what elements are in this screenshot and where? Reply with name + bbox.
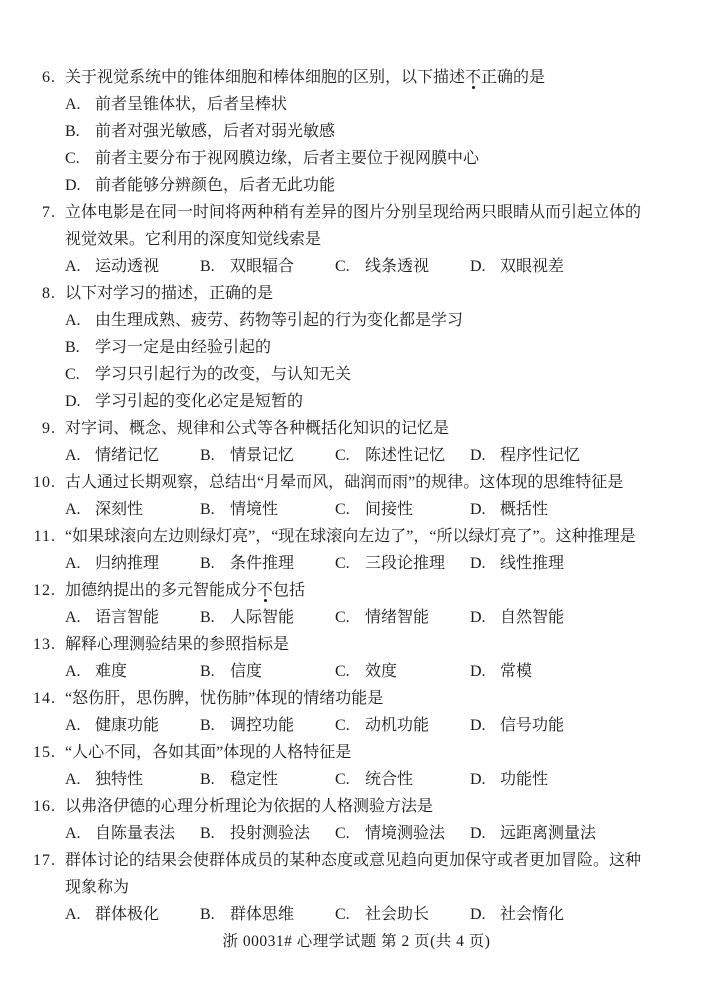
option xyxy=(200,901,335,928)
number-spacer xyxy=(0,172,56,199)
option xyxy=(65,253,200,280)
option-label: C. xyxy=(335,906,350,923)
question-stem xyxy=(65,469,713,496)
option-label: B. xyxy=(200,663,215,680)
option-label: D. xyxy=(470,825,486,842)
option xyxy=(200,658,335,685)
option-label: D. xyxy=(65,393,81,410)
options-grid xyxy=(65,253,713,280)
options-row xyxy=(0,550,713,577)
number-spacer xyxy=(0,388,56,415)
option xyxy=(200,496,335,523)
option-text: 投射测验法 xyxy=(230,825,311,842)
option-label: A. xyxy=(65,555,81,572)
option-text: 社会惰化 xyxy=(500,906,565,923)
option-label: C. xyxy=(335,663,350,680)
option-text: 信度 xyxy=(230,663,263,680)
stem-line xyxy=(0,577,713,604)
option-text: 效度 xyxy=(365,663,398,680)
stem-text: “如果球滚向左边则绿灯亮”，“现在球滚向左边了”，“所以绿灯亮了”。这种推理是 xyxy=(65,528,636,545)
option-text: 运动透视 xyxy=(95,258,160,275)
stem-line xyxy=(0,847,713,874)
option-text: 双眼辐合 xyxy=(230,258,295,275)
option-text: 统合性 xyxy=(365,771,414,788)
option-label: A. xyxy=(65,258,81,275)
question-stem xyxy=(65,280,713,307)
question-number: 9. xyxy=(42,420,56,437)
question-number: 16. xyxy=(33,798,56,815)
question-stem xyxy=(65,874,713,901)
option-label: B. xyxy=(200,447,215,464)
option-text: 双眼视差 xyxy=(500,258,565,275)
stem-text: 古人通过长期观察，总结出“月晕而风，础润而雨”的规律。这体现的思维特征是 xyxy=(65,474,624,491)
option xyxy=(335,712,470,739)
options-grid xyxy=(65,658,713,685)
question-block xyxy=(0,685,713,739)
stem-text: 解释心理测验结果的参照指标是 xyxy=(65,636,290,653)
stem-text: 现象称为 xyxy=(65,879,130,896)
number-spacer xyxy=(0,901,56,928)
number-spacer xyxy=(0,91,56,118)
number-spacer xyxy=(0,820,56,847)
option-label: D. xyxy=(470,258,486,275)
option-text: 前者能够分辨颜色，后者无此功能 xyxy=(95,177,336,194)
option xyxy=(65,145,479,172)
option xyxy=(335,604,470,631)
option-label: A. xyxy=(65,825,81,842)
option-label: C. xyxy=(335,258,350,275)
option-label: C. xyxy=(65,366,80,383)
option-text: 三段论推理 xyxy=(365,555,446,572)
option-text: 功能性 xyxy=(500,771,549,788)
option xyxy=(65,172,335,199)
stem-text: 视觉效果。它利用的深度知觉线索是 xyxy=(65,231,322,248)
number-spacer xyxy=(0,361,56,388)
option xyxy=(470,550,713,577)
option-text: 情境测验法 xyxy=(365,825,446,842)
option-label: A. xyxy=(65,447,81,464)
option-text: 间接性 xyxy=(365,501,414,518)
question-block xyxy=(0,280,713,415)
option-line xyxy=(0,91,713,118)
number-spacer xyxy=(0,604,56,631)
option xyxy=(200,253,335,280)
question-block xyxy=(0,631,713,685)
question-stem xyxy=(65,64,713,91)
option-text: 前者呈锥体状，后者呈棒状 xyxy=(95,96,288,113)
option xyxy=(470,712,713,739)
options-row xyxy=(0,901,713,928)
option-text: 难度 xyxy=(95,663,128,680)
page-footer: 浙 00031# 心理学试题 第 2 页(共 4 页) xyxy=(222,933,491,950)
option-label: A. xyxy=(65,312,81,329)
option xyxy=(335,766,470,793)
option-label: C. xyxy=(335,825,350,842)
question-number: 6. xyxy=(42,69,56,86)
options-row xyxy=(0,496,713,523)
stem-line xyxy=(0,199,713,226)
number-spacer xyxy=(0,253,56,280)
option xyxy=(65,604,200,631)
option xyxy=(470,253,713,280)
stem-line xyxy=(0,469,713,496)
option-text: 线条透视 xyxy=(365,258,430,275)
number-spacer xyxy=(0,550,56,577)
option xyxy=(470,496,713,523)
question-stem xyxy=(65,847,713,874)
option-label: C. xyxy=(335,447,350,464)
option-label: B. xyxy=(200,501,215,518)
option-text: 线性推理 xyxy=(500,555,565,572)
number-spacer xyxy=(0,496,56,523)
option-text: 动机功能 xyxy=(365,717,430,734)
option-label: D. xyxy=(470,717,486,734)
option-text: 前者对强光敏感，后者对弱光敏感 xyxy=(95,123,336,140)
stem-line xyxy=(0,64,713,91)
option-line xyxy=(0,145,713,172)
number-spacer xyxy=(0,118,56,145)
option-text: 前者主要分布于视网膜边缘，后者主要位于视网膜中心 xyxy=(95,150,480,167)
option-label: B. xyxy=(65,123,80,140)
options-grid xyxy=(65,604,713,631)
option-label: A. xyxy=(65,771,81,788)
options-grid xyxy=(65,766,713,793)
option xyxy=(335,550,470,577)
options-grid xyxy=(65,820,713,847)
stem-text: 关于视觉系统中的锥体细胞和棒体细胞的区别，以下描述 xyxy=(65,69,466,86)
question-block xyxy=(0,847,713,928)
stem-text: “人心不同，各如其面”体现的人格特征是 xyxy=(65,744,352,761)
stem-line xyxy=(0,793,713,820)
number-spacer xyxy=(0,334,56,361)
question-stem xyxy=(65,793,713,820)
option-text: 条件推理 xyxy=(230,555,295,572)
stem-text: 立体电影是在同一时间将两种稍有差异的图片分别呈现给两只眼睛从而引起立体的 xyxy=(65,204,642,221)
question-block xyxy=(0,793,713,847)
stem-line xyxy=(0,226,713,253)
option-text: 陈述性记忆 xyxy=(365,447,446,464)
question-block xyxy=(0,199,713,280)
question-stem xyxy=(65,631,713,658)
question-stem xyxy=(65,199,713,226)
option-text: 健康功能 xyxy=(95,717,160,734)
options-row xyxy=(0,766,713,793)
option-text: 由生理成熟、疲劳、药物等引起的行为变化都是学习 xyxy=(95,312,464,329)
question-number: 12. xyxy=(33,582,56,599)
option-text: 学习引起的变化必定是短暂的 xyxy=(95,393,304,410)
option-text: 学习一定是由经验引起的 xyxy=(95,339,272,356)
option xyxy=(200,712,335,739)
question-number: 8. xyxy=(42,285,56,302)
question-number: 17. xyxy=(33,852,56,869)
option-text: 学习只引起行为的改变，与认知无关 xyxy=(95,366,352,383)
option-label: A. xyxy=(65,906,81,923)
options-row xyxy=(0,658,713,685)
option xyxy=(200,442,335,469)
option xyxy=(335,658,470,685)
option-text: 群体思维 xyxy=(230,906,295,923)
number-spacer xyxy=(0,145,56,172)
stem-text: 以弗洛伊德的心理分析理论为依据的人格测验方法是 xyxy=(65,798,434,815)
question-block xyxy=(0,577,713,631)
option-label: D. xyxy=(470,447,486,464)
option-label: B. xyxy=(200,771,215,788)
option xyxy=(65,766,200,793)
option-label: D. xyxy=(65,177,81,194)
stem-text: 以下对学习的描述，正确的是 xyxy=(65,285,274,302)
option-label: A. xyxy=(65,717,81,734)
stem-line xyxy=(0,415,713,442)
option-label: D. xyxy=(470,906,486,923)
question-stem xyxy=(65,415,713,442)
question-block xyxy=(0,469,713,523)
option-text: 深刻性 xyxy=(95,501,144,518)
question-stem xyxy=(65,685,713,712)
options-grid xyxy=(65,550,713,577)
option xyxy=(65,820,200,847)
option-label: A. xyxy=(65,609,81,626)
option-text: 信号功能 xyxy=(500,717,565,734)
number-spacer xyxy=(0,307,56,334)
option-label: C. xyxy=(335,609,350,626)
option-label: A. xyxy=(65,501,81,518)
option-text: 自陈量表法 xyxy=(95,825,176,842)
option xyxy=(65,307,463,334)
option xyxy=(65,712,200,739)
options-grid xyxy=(65,496,713,523)
stem-line xyxy=(0,739,713,766)
option xyxy=(200,550,335,577)
options-row xyxy=(0,712,713,739)
option-line xyxy=(0,388,713,415)
stem-text: 正确的是 xyxy=(481,69,546,86)
option-line xyxy=(0,361,713,388)
option-text: 远距离测量法 xyxy=(500,825,597,842)
question-block xyxy=(0,64,713,199)
option-line xyxy=(0,334,713,361)
number-spacer xyxy=(0,766,56,793)
question-stem xyxy=(65,226,713,253)
option xyxy=(65,118,335,145)
option xyxy=(200,766,335,793)
number-spacer xyxy=(0,226,56,253)
option-label: B. xyxy=(200,258,215,275)
option xyxy=(200,820,335,847)
option-text: 情境性 xyxy=(230,501,279,518)
options-grid xyxy=(65,712,713,739)
option-text: 程序性记忆 xyxy=(500,447,581,464)
number-spacer xyxy=(0,874,56,901)
stem-line xyxy=(0,523,713,550)
question-block xyxy=(0,739,713,793)
option-label: D. xyxy=(470,663,486,680)
stem-text: “怒伤肝，思伤脾，忧伤肺”体现的情绪功能是 xyxy=(65,690,384,707)
option-label: B. xyxy=(200,609,215,626)
option-text: 情景记忆 xyxy=(230,447,295,464)
option xyxy=(65,550,200,577)
options-row xyxy=(0,604,713,631)
question-number: 10. xyxy=(33,474,56,491)
number-spacer xyxy=(0,442,56,469)
option-label: C. xyxy=(65,150,80,167)
option-text: 情绪记忆 xyxy=(95,447,160,464)
options-grid xyxy=(65,442,713,469)
stem-line xyxy=(0,874,713,901)
option-text: 社会助长 xyxy=(365,906,430,923)
stem-text: 加德纳提出的多元智能成分 xyxy=(65,582,258,599)
option xyxy=(470,766,713,793)
question-stem xyxy=(65,577,713,604)
option-label: B. xyxy=(200,555,215,572)
stem-line xyxy=(0,631,713,658)
option xyxy=(470,820,713,847)
question-number: 11. xyxy=(33,528,56,545)
option-label: A. xyxy=(65,96,81,113)
option-label: C. xyxy=(335,555,350,572)
option xyxy=(65,91,287,118)
options-grid xyxy=(65,901,713,928)
emphasized-char: 不 xyxy=(257,582,274,599)
option-text: 归纳推理 xyxy=(95,555,160,572)
question-stem xyxy=(65,739,713,766)
option-text: 自然智能 xyxy=(500,609,565,626)
stem-line xyxy=(0,280,713,307)
option-text: 概括性 xyxy=(500,501,549,518)
option xyxy=(65,901,200,928)
option-text: 稳定性 xyxy=(230,771,279,788)
emphasized-char: 不 xyxy=(465,69,482,86)
options-row xyxy=(0,442,713,469)
options-row xyxy=(0,820,713,847)
option-text: 语言智能 xyxy=(95,609,160,626)
option-label: C. xyxy=(335,717,350,734)
option xyxy=(65,442,200,469)
option-label: B. xyxy=(200,906,215,923)
option-label: D. xyxy=(470,609,486,626)
option-text: 群体极化 xyxy=(95,906,160,923)
option-label: A. xyxy=(65,663,81,680)
stem-text: 包括 xyxy=(273,582,306,599)
number-spacer xyxy=(0,658,56,685)
option xyxy=(200,604,335,631)
option-text: 独特性 xyxy=(95,771,144,788)
question-list xyxy=(0,64,713,928)
option-label: D. xyxy=(470,771,486,788)
option-line xyxy=(0,118,713,145)
question-number: 14. xyxy=(33,690,56,707)
stem-text: 对字词、概念、规律和公式等各种概括化知识的记忆是 xyxy=(65,420,450,437)
option xyxy=(65,334,271,361)
option xyxy=(470,442,713,469)
option-label: B. xyxy=(65,339,80,356)
option-label: B. xyxy=(200,825,215,842)
stem-line xyxy=(0,685,713,712)
question-stem xyxy=(65,523,713,550)
question-block xyxy=(0,415,713,469)
question-number: 15. xyxy=(33,744,56,761)
option-line xyxy=(0,172,713,199)
option-text: 调控功能 xyxy=(230,717,295,734)
options-row xyxy=(0,253,713,280)
option-line xyxy=(0,307,713,334)
option xyxy=(335,901,470,928)
stem-text: 群体讨论的结果会使群体成员的某种态度或意见趋向更加保守或者更加冒险。这种 xyxy=(65,852,642,869)
option xyxy=(65,658,200,685)
question-number: 13. xyxy=(33,636,56,653)
option-label: D. xyxy=(470,555,486,572)
question-number: 7. xyxy=(42,204,56,221)
option xyxy=(335,442,470,469)
option xyxy=(470,901,713,928)
option xyxy=(335,820,470,847)
option-label: B. xyxy=(200,717,215,734)
option-text: 常模 xyxy=(500,663,533,680)
option-label: C. xyxy=(335,771,350,788)
option-text: 情绪智能 xyxy=(365,609,430,626)
option xyxy=(335,496,470,523)
question-block xyxy=(0,523,713,577)
option xyxy=(65,361,351,388)
option-label: C. xyxy=(335,501,350,518)
option xyxy=(470,658,713,685)
number-spacer xyxy=(0,712,56,739)
option-label: D. xyxy=(470,501,486,518)
option xyxy=(470,604,713,631)
option xyxy=(65,496,200,523)
option xyxy=(335,253,470,280)
option-text: 人际智能 xyxy=(230,609,295,626)
option xyxy=(65,388,303,415)
